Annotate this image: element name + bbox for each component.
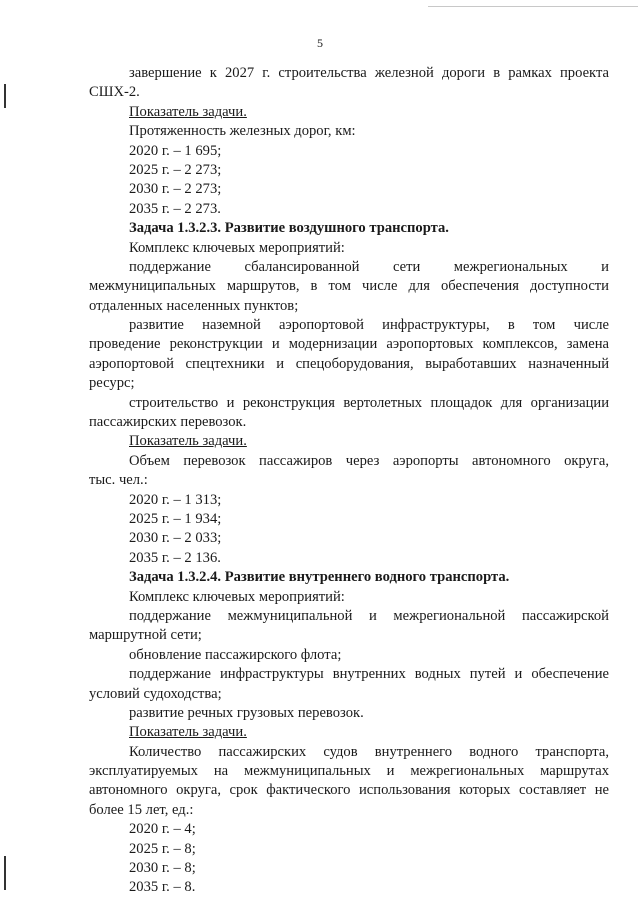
- text-line: развитие речных грузовых перевозок.: [129, 704, 364, 721]
- text-line: Задача 1.3.2.4. Развитие внутреннего водного транспорта.: [129, 569, 510, 586]
- text-line: строительство и реконструкция вертолетных площадок для организации: [129, 394, 609, 411]
- text-line: обновление пассажирского флота;: [129, 646, 342, 663]
- document-body: [89, 64, 609, 898]
- text-line: Комплекс ключевых мероприятий:: [129, 239, 345, 256]
- text-line: 2025 г. – 8;: [129, 840, 196, 857]
- text-line: пассажирских перевозок.: [89, 414, 247, 431]
- text-line: Показатель задачи.: [129, 724, 247, 741]
- text-line: СШХ-2.: [89, 84, 140, 101]
- text-line: Количество пассажирских судов внутреннего водного транспорта,: [129, 743, 609, 760]
- text-line: Объем перевозок пассажиров через аэропорты автономного округа,: [129, 452, 609, 469]
- text-line: 2020 г. – 1 695;: [129, 142, 222, 159]
- text-line: более 15 лет, ед.:: [89, 801, 194, 818]
- text-line: ресурс;: [89, 375, 135, 392]
- text-line: 2035 г. – 8.: [129, 879, 196, 896]
- text-line: условий судоходства;: [89, 685, 222, 702]
- text-line: 2025 г. – 2 273;: [129, 161, 222, 178]
- text-line: 2030 г. – 2 033;: [129, 530, 222, 547]
- text-line: автономного округа, срок фактического использования которых составляет не: [89, 782, 609, 799]
- margin-mark: [4, 856, 6, 890]
- text-line: маршрутной сети;: [89, 627, 202, 644]
- text-line: 2035 г. – 2 136.: [129, 549, 221, 566]
- text-line: аэропортовой спецтехники и спецоборудования, выработавших назначенный: [89, 355, 609, 372]
- text-line: Комплекс ключевых мероприятий:: [129, 588, 345, 605]
- text-line: эксплуатируемых на межмуниципальных и межрегиональных маршрутах: [89, 763, 609, 780]
- text-line: 2030 г. – 2 273;: [129, 181, 222, 198]
- text-line: проведение реконструкции и модернизации аэропортовых комплексов, замена: [89, 336, 609, 353]
- text-line: завершение к 2027 г. строительства железной дороги в рамках проекта: [129, 65, 609, 81]
- text-line: 2020 г. – 1 313;: [129, 491, 222, 508]
- text-line: развитие наземной аэропортовой инфраструктуры, в том числе: [129, 317, 609, 334]
- text-line: 2020 г. – 4;: [129, 821, 196, 838]
- text-line: 2025 г. – 1 934;: [129, 510, 222, 527]
- scan-edge-line: [428, 6, 638, 7]
- text-line: Задача 1.3.2.3. Развитие воздушного транспорта.: [129, 220, 449, 237]
- text-line: межмуниципальных маршрутов, в том числе для обеспечения доступности: [89, 278, 609, 295]
- margin-mark: [4, 84, 6, 108]
- text-line: Протяженность железных дорог, км:: [129, 123, 356, 140]
- text-line: поддержание инфраструктуры внутренних водных путей и обеспечение: [129, 666, 609, 683]
- text-line: Показатель задачи.: [129, 433, 247, 450]
- text-line: 2030 г. – 8;: [129, 860, 196, 877]
- text-line: тыс. чел.:: [89, 472, 148, 489]
- text-line: Показатель задачи.: [129, 103, 247, 120]
- text-line: поддержание сбалансированной сети межрегиональных и: [129, 258, 609, 275]
- text-line: отдаленных населенных пунктов;: [89, 297, 299, 314]
- text-line: 2035 г. – 2 273.: [129, 200, 221, 217]
- page-number: 5: [317, 36, 323, 50]
- text-line: поддержание межмуниципальной и межрегиональной пассажирской: [129, 607, 609, 624]
